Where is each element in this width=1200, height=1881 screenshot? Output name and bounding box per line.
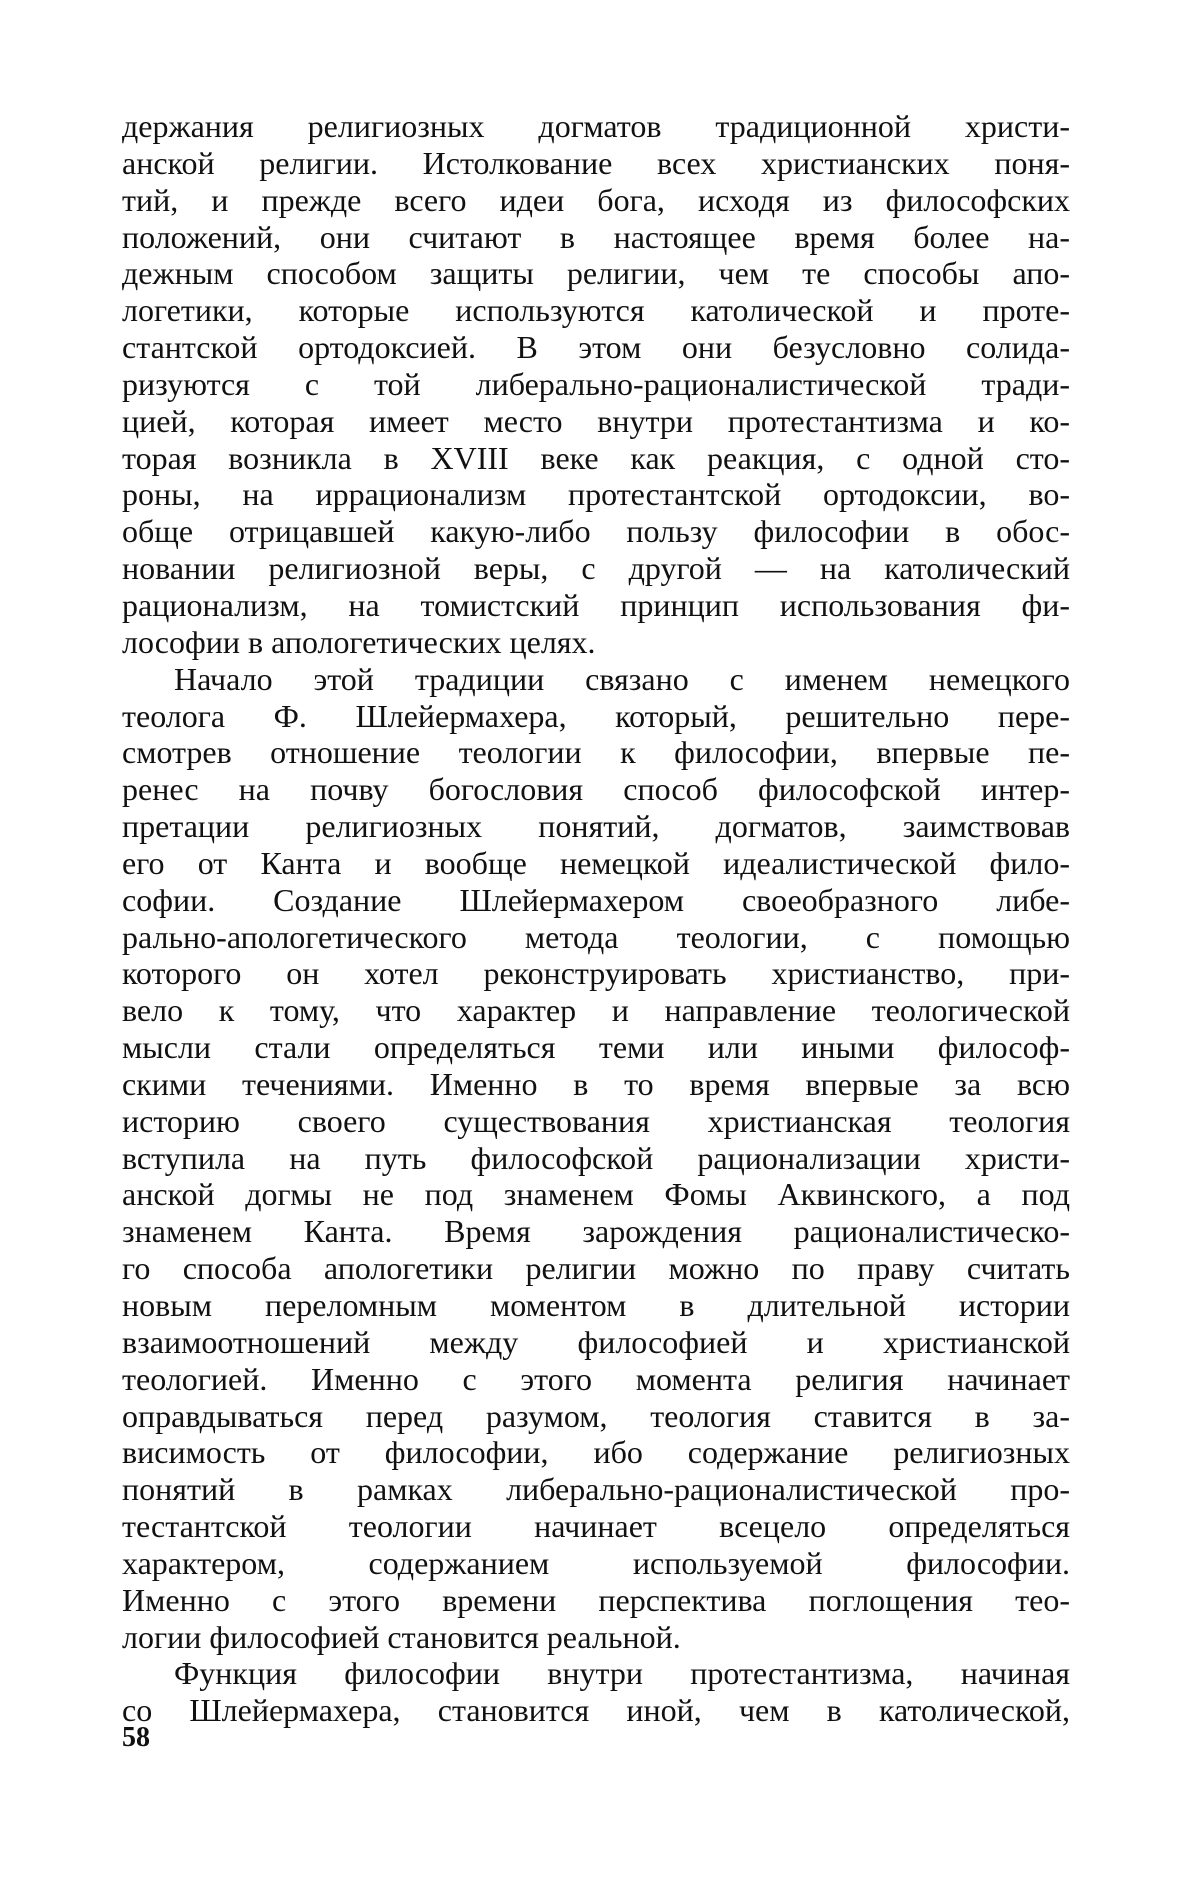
text-line: понятий в рамках либерально-рационалистической про- xyxy=(122,1471,1070,1508)
text-line: Начало этой традиции связано с именем немецкого xyxy=(174,660,1070,697)
paragraph xyxy=(122,108,1070,661)
text-line: Функция философии внутри протестантизма, начиная xyxy=(174,1655,1070,1692)
text-line: держания религиозных догматов традиционной христи- xyxy=(122,108,1070,144)
page-number: 58 xyxy=(122,1722,150,1753)
text-line: знаменем Канта. Время зарождения рационалистическо- xyxy=(122,1213,1070,1250)
text-line: ренес на почву богословия способ философской интер- xyxy=(122,771,1070,808)
body-text xyxy=(122,108,1070,1729)
text-line: висимость от философии, ибо содержание религиозных xyxy=(122,1434,1070,1471)
text-line: обще отрицавшей какую-либо пользу философии в обос- xyxy=(122,513,1070,550)
text-line: рально-апологетического метода теологии, с помощью xyxy=(122,918,1070,955)
text-line: положений, они считают в настоящее время более на- xyxy=(122,218,1070,255)
text-line: дежным способом защиты религии, чем те способы апо- xyxy=(122,255,1070,292)
text-line: логетики, которые используются католической и проте- xyxy=(122,292,1070,329)
text-line: логии философией становится реальной. xyxy=(122,1618,681,1655)
text-line: взаимоотношений между философией и христианской xyxy=(122,1323,1070,1360)
text-line: го способа апологетики религии можно по праву считать xyxy=(122,1250,1070,1287)
text-line: софии. Создание Шлейермахером своеобразного либе- xyxy=(122,881,1070,918)
text-line: вступила на путь философской рационализации христи- xyxy=(122,1139,1070,1176)
text-line: со Шлейермахера, становится иной, чем в католической, xyxy=(122,1692,1070,1729)
text-line: смотрев отношение теологии к философии, впервые пе- xyxy=(122,734,1070,771)
text-line: ризуются с той либерально-рационалистической тради- xyxy=(122,365,1070,402)
text-line: новании религиозной веры, с другой — на католический xyxy=(122,550,1070,587)
text-line: теолога Ф. Шлейермахера, который, решительно пере- xyxy=(122,697,1070,734)
text-line: которого он хотел реконструировать христианство, при- xyxy=(122,955,1070,992)
text-line: оправдываться перед разумом, теология ставится в за- xyxy=(122,1397,1070,1434)
text-line: анской религии. Истолкование всех христианских поня- xyxy=(122,144,1070,181)
text-line: цией, которая имеет место внутри протестантизма и ко- xyxy=(122,402,1070,439)
text-line: новым переломным моментом в длительной истории xyxy=(122,1287,1070,1323)
text-line: его от Канта и вообще немецкой идеалистической фило- xyxy=(122,844,1070,881)
text-line: тий, и прежде всего идеи бога, исходя из философских xyxy=(122,181,1070,218)
paragraph xyxy=(122,1655,1070,1729)
text-line: роны, на иррационализм протестантской ортодоксии, во- xyxy=(122,476,1070,513)
text-line: тестантской теологии начинает всецело определяться xyxy=(122,1508,1070,1545)
text-line: вело к тому, что характер и направление теологической xyxy=(122,992,1070,1029)
text-line: теологией. Именно с этого момента религия начинает xyxy=(122,1360,1070,1397)
text-line: историю своего существования христианская теология xyxy=(122,1102,1070,1139)
text-line: характером, содержанием используемой философии. xyxy=(122,1544,1070,1581)
paragraph xyxy=(122,661,1070,1656)
text-line: мысли стали определяться теми или иными философ- xyxy=(122,1029,1070,1066)
text-line: претации религиозных понятий, догматов, заимствовав xyxy=(122,808,1070,845)
text-line: стантской ортодоксией. В этом они безусловно солида- xyxy=(122,329,1070,366)
text-line: рационализм, на томистский принцип использования фи- xyxy=(122,586,1070,623)
text-line: лософии в апологетических целях. xyxy=(122,623,596,660)
text-line: скими течениями. Именно в то время впервые за всю xyxy=(122,1065,1070,1102)
text-line: Именно с этого времени перспектива поглощения тео- xyxy=(122,1581,1070,1618)
text-line: анской догмы не под знаменем Фомы Аквинского, а под xyxy=(122,1176,1070,1213)
text-line: торая возникла в XVIII веке как реакция, с одной сто- xyxy=(122,439,1070,476)
